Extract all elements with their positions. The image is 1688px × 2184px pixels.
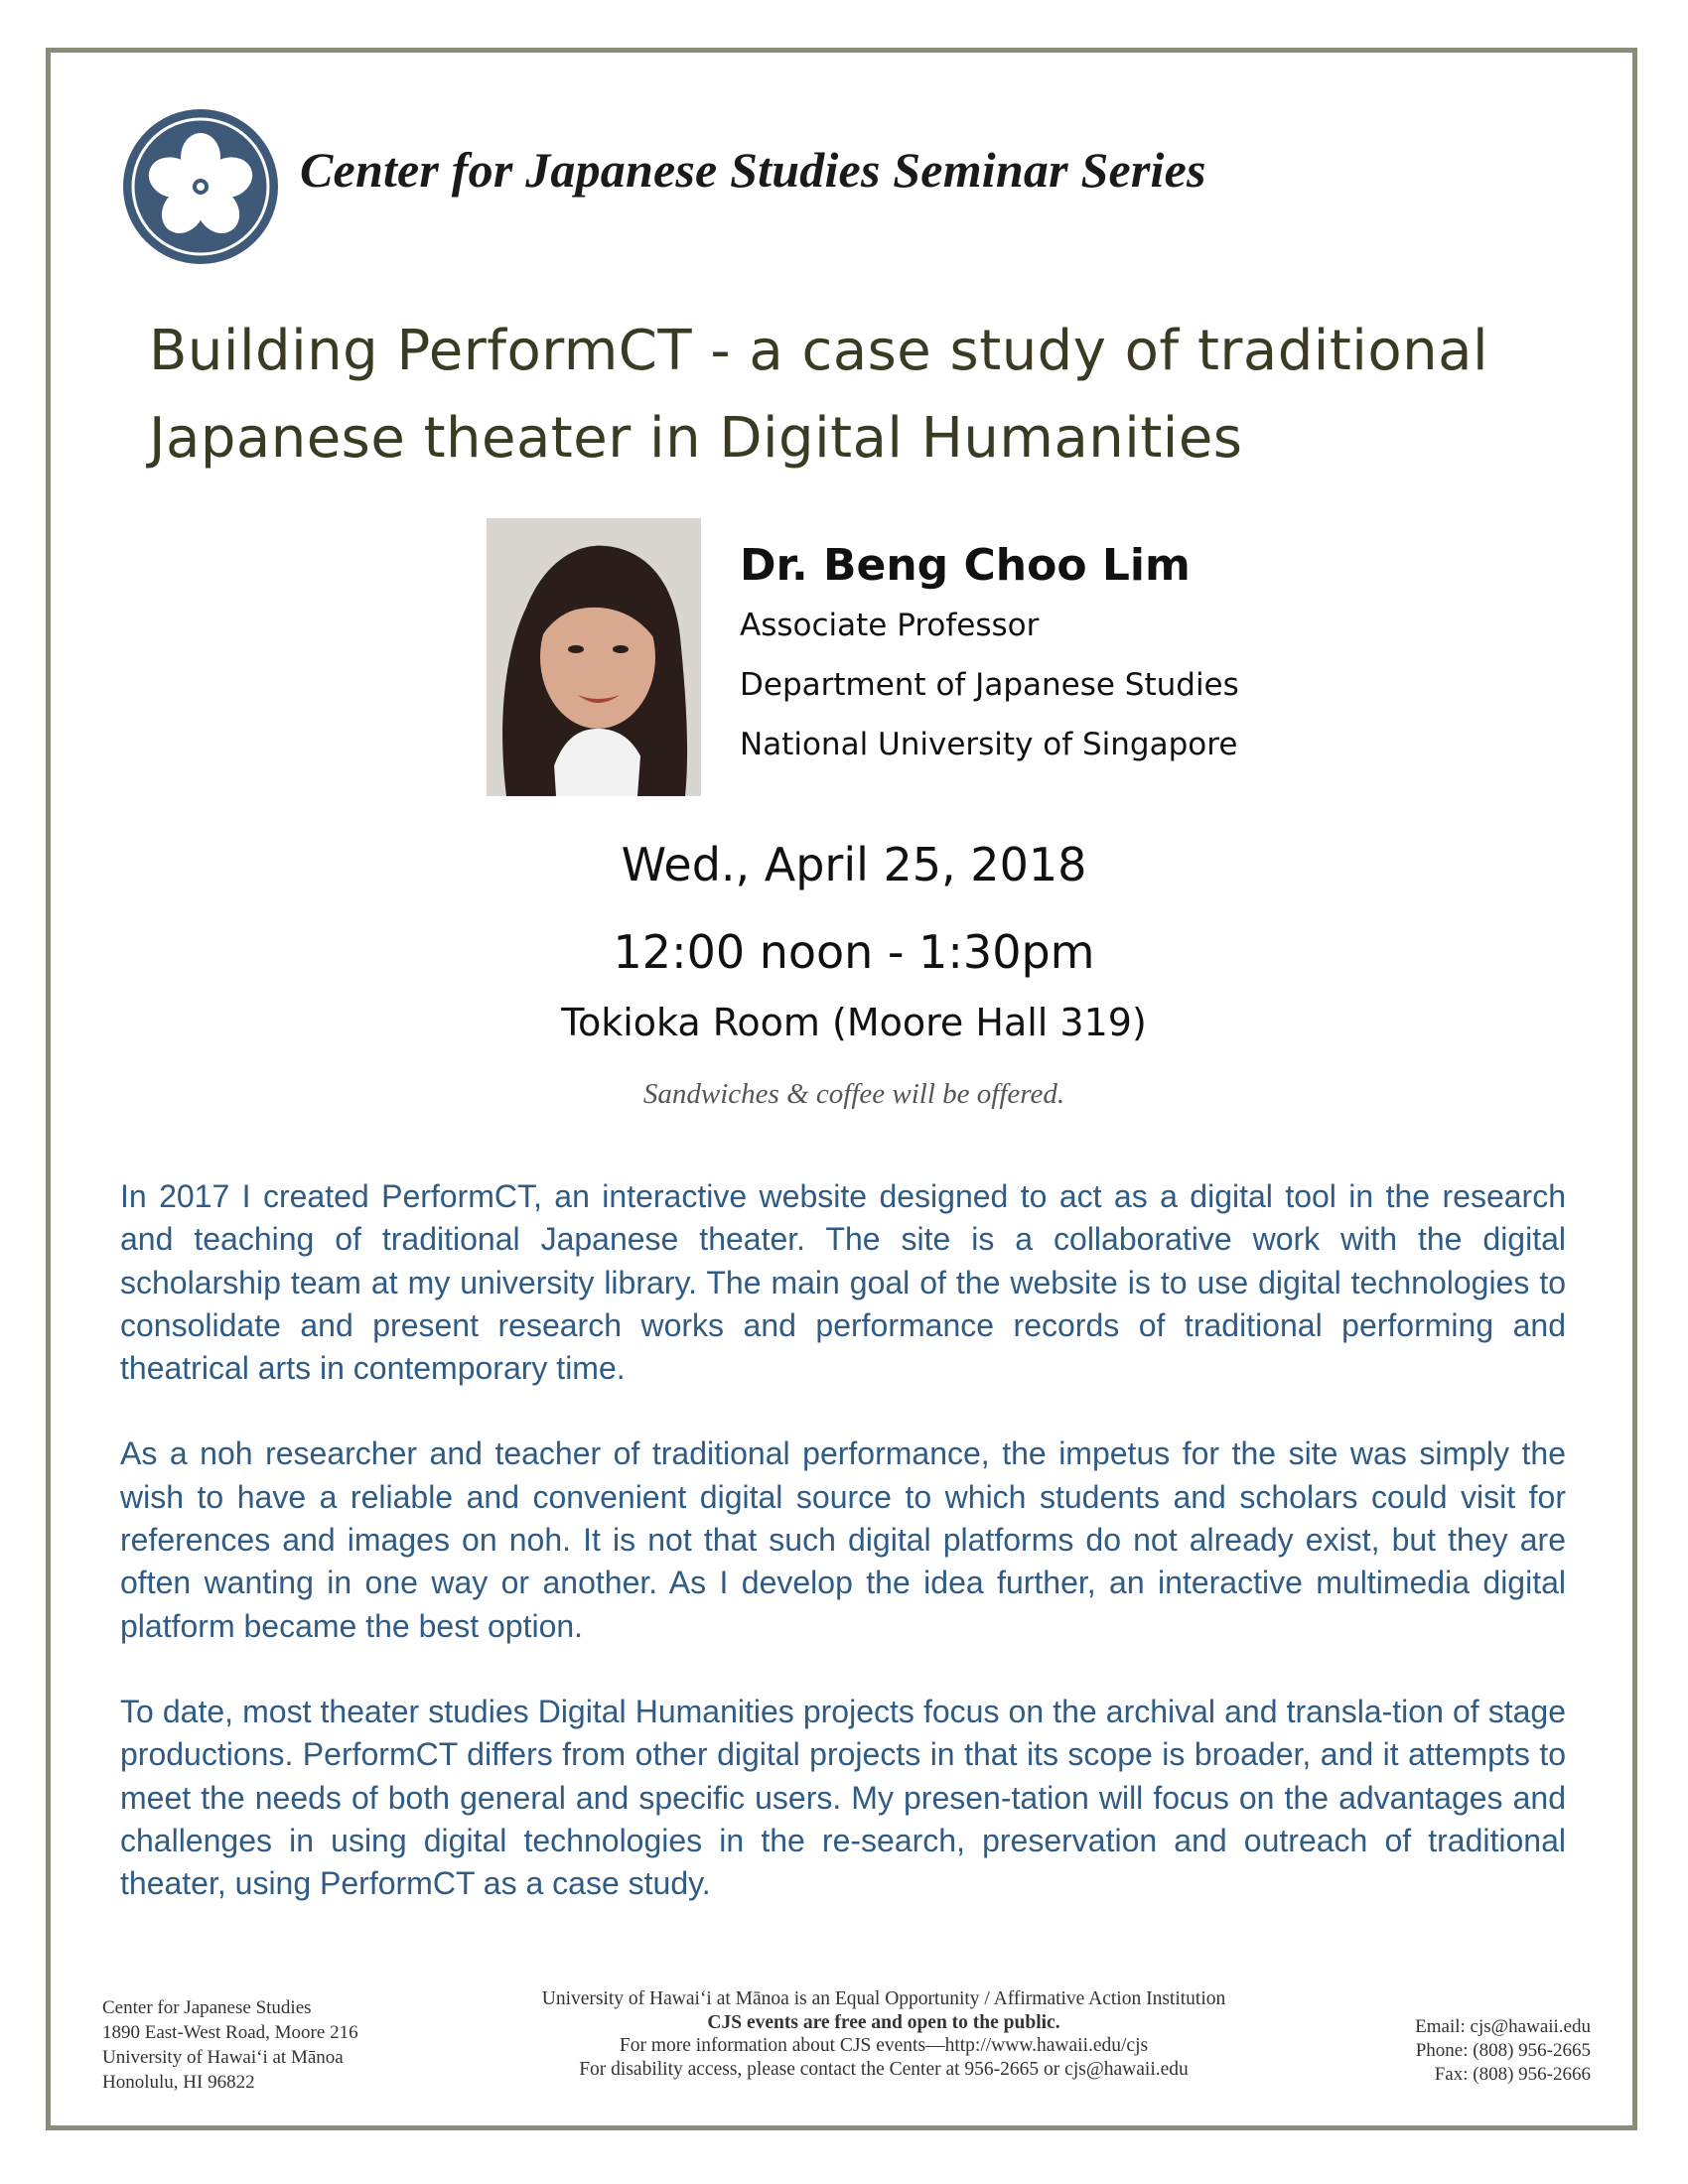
more-info-link[interactable]: For more information about CJS events—http://www.hawaii.edu/cjs xyxy=(619,2035,1149,2056)
abstract-paragraph: To date, most theater studies Digital Humanities projects focus on the archival and transla-tion of stage productions. PerformCT differs from other digital projects in that its scope is broader, and it attempts to meet the needs of both general and specific users. My presen-tation will focus on the advantages and challenges in using digital technologies in the re-search, preservation and outreach of traditional theater, using PerformCT as a case study. xyxy=(120,1693,1566,1902)
disability-access-note: For disability access, please contact the Center at 956-2665 or cjs@hawaii.edu xyxy=(579,2058,1189,2080)
series-title: Center for Japanese Studies Seminar Series xyxy=(300,142,1206,198)
speaker-institution: National University of Singapore xyxy=(740,727,1238,762)
abstract-paragraph: As a noh researcher and teacher of traditional performance, the impetus for the site was simply the wish to have a reliable and convenient digital source to which students and scholars could visit for references and images on noh. It is not that such digital platforms do not already exist, but they are often wanting in one way or another. As I develop the idea further, an interactive multimedia digital platform became the best option. xyxy=(120,1435,1566,1644)
address-line: 1890 East-West Road, Moore 216 xyxy=(102,2022,358,2043)
contact-fax: Fax: (808) 956-2666 xyxy=(1434,2064,1591,2085)
abstract xyxy=(120,1175,1566,1948)
speaker-department: Department of Japanese Studies xyxy=(740,667,1239,703)
speaker-photo xyxy=(487,518,701,796)
footer-address xyxy=(102,1995,358,2095)
plum-blossom-icon xyxy=(121,107,280,266)
contact-phone: Phone: (808) 956-2665 xyxy=(1415,2040,1591,2061)
abstract-paragraph: In 2017 I created PerformCT, an interactive website designed to act as a digital tool in the research and teaching of traditional Japanese theater. The site is a collaborative work with the digital scholarship team at my university library. The main goal of the website is to use digital technologies to consolidate and present research works and performance records of traditional performing and theatrical arts in contemporary time. xyxy=(120,1178,1566,1387)
footer-contact xyxy=(1291,2015,1591,2087)
talk-title xyxy=(149,308,1579,482)
event-date: Wed., April 25, 2018 xyxy=(621,838,1087,891)
address-line: Honolulu, HI 96822 xyxy=(102,2072,255,2093)
free-events-statement: CJS events are free and open to the public. xyxy=(707,2011,1060,2033)
speaker-position: Associate Professor xyxy=(740,608,1040,643)
address-line: Center for Japanese Studies xyxy=(102,1997,312,2018)
contact-email[interactable]: Email: cjs@hawaii.edu xyxy=(1415,2016,1591,2037)
talk-title-line-2: Japanese theater in Digital Humanities xyxy=(149,406,1243,471)
equal-opportunity-statement: University of Hawaiʻi at Mānoa is an Equal Opportunity / Affirmative Action Institution xyxy=(541,1988,1226,2009)
talk-title-line-1: Building PerformCT - a case study of traditional xyxy=(149,319,1488,383)
event-time: 12:00 noon - 1:30pm xyxy=(613,925,1095,979)
footer-notice xyxy=(437,1987,1331,2081)
address-line: University of Hawaiʻi at Mānoa xyxy=(102,2047,344,2068)
refreshments-note: Sandwiches & coffee will be offered. xyxy=(642,1078,1065,1110)
event-location: Tokioka Room (Moore Hall 319) xyxy=(561,1001,1147,1044)
speaker-info xyxy=(740,536,1239,774)
speaker-name: Dr. Beng Choo Lim xyxy=(740,540,1191,591)
